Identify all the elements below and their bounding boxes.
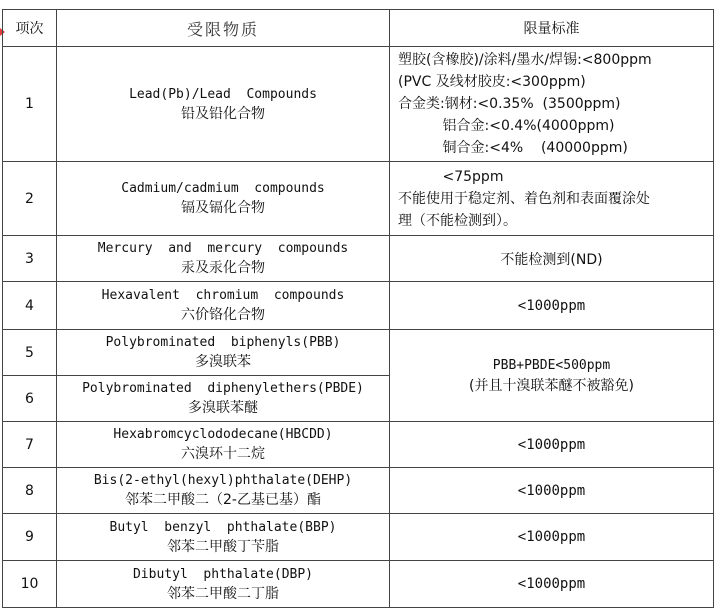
substance-cn: 六溴环十二烷 xyxy=(181,446,265,462)
merged-limit-line: PBB+PBDE<500ppm xyxy=(492,357,611,373)
item-no: 5 xyxy=(3,330,57,376)
item-no: 2 xyxy=(3,162,57,236)
table-row xyxy=(3,162,714,236)
table-row xyxy=(3,282,714,330)
substance-cell xyxy=(57,47,390,162)
substance-en: Lead(Pb)/Lead Compounds xyxy=(129,86,317,102)
limit-line: 铝合金:<0.4%(4000ppm) xyxy=(398,118,615,134)
table-header-row xyxy=(3,10,714,47)
substance-cn: 镉及镉化合物 xyxy=(181,200,265,216)
table-row xyxy=(3,47,714,162)
substance-cn: 邻苯二甲酸丁苄脂 xyxy=(167,538,279,555)
item-no: 9 xyxy=(3,514,57,561)
substance-cell xyxy=(57,376,390,422)
item-no: 1 xyxy=(3,47,57,162)
substance-en: Mercury and mercury compounds xyxy=(97,241,349,256)
header-substance: 受限物质 xyxy=(57,10,390,47)
substance-cell xyxy=(57,282,390,330)
substance-cell xyxy=(57,468,390,514)
item-no: 7 xyxy=(3,422,57,468)
limit-line: 合金类:钢材:<0.35% (3500ppm) xyxy=(398,96,621,112)
substance-cell xyxy=(57,162,390,236)
table-row xyxy=(3,422,714,468)
limit-line: 塑胶(含橡胶)/涂料/墨水/焊锡:<800ppm xyxy=(398,52,652,68)
limit-line: (PVC 及线材胶皮:<300ppm) xyxy=(398,74,586,90)
limit-line: 不能使用于稳定剂、着色剂和表面覆涂处 xyxy=(398,190,650,207)
limit-cell: <1000ppm xyxy=(390,561,714,608)
table-row xyxy=(3,561,714,608)
substance-cn: 铅及铅化合物 xyxy=(181,105,265,122)
item-no: 4 xyxy=(3,282,57,330)
substance-cn: 六价铬化合物 xyxy=(181,307,265,323)
substance-cn: 多溴联苯 xyxy=(195,354,251,370)
table-row xyxy=(3,236,714,282)
header-limit: 限量标准 xyxy=(390,10,714,47)
substance-cn: 邻苯二甲酸二（2-乙基已基）酯 xyxy=(125,492,321,508)
limit-cell: <1000ppm xyxy=(390,422,714,468)
substance-cell xyxy=(57,561,390,608)
substance-en: Hexavalent chromium compounds xyxy=(101,288,345,303)
table-row xyxy=(3,330,714,376)
substance-cn: 邻苯二甲酸二丁脂 xyxy=(167,585,279,602)
limit-cell: <1000ppm xyxy=(390,514,714,561)
limit-line: <75ppm xyxy=(398,168,504,185)
substance-en: Polybrominated biphenyls(PBB) xyxy=(105,335,341,350)
limit-cell-merged xyxy=(390,330,714,422)
substance-cn: 多溴联苯醚 xyxy=(188,400,258,416)
table-row xyxy=(3,514,714,561)
substance-en: Bis(2-ethyl(hexyl)phthalate(DEHP) xyxy=(93,473,353,488)
substance-cn: 汞及汞化合物 xyxy=(181,260,265,276)
limit-line: 理（不能检测到）。 xyxy=(398,212,517,229)
substance-en: Cadmium/cadmium compounds xyxy=(121,181,325,196)
limit-cell: <1000ppm xyxy=(390,282,714,330)
limit-cell xyxy=(390,162,714,236)
item-no: 8 xyxy=(3,468,57,514)
item-no: 10 xyxy=(3,561,57,608)
substance-en: Hexabromcyclododecane(HBCDD) xyxy=(113,427,333,442)
restricted-substances-table xyxy=(2,9,714,608)
substance-cell xyxy=(57,330,390,376)
substance-cell xyxy=(57,422,390,468)
limit-cell: 不能检测到(ND) xyxy=(390,236,714,282)
substance-en: Polybrominated diphenylethers(PBDE) xyxy=(82,381,364,396)
limit-cell xyxy=(390,47,714,162)
substance-en: Butyl benzyl phthalate(BBP) xyxy=(109,519,337,535)
merged-limit-note: (并且十溴联苯醚不被豁免) xyxy=(469,377,634,394)
substance-en: Dibutyl phthalate(DBP) xyxy=(132,566,313,582)
item-no: 3 xyxy=(3,236,57,282)
substance-cell xyxy=(57,236,390,282)
limit-cell: <1000ppm xyxy=(390,468,714,514)
header-item-no: 项次 xyxy=(3,10,57,47)
item-no: 6 xyxy=(3,376,57,422)
table-row xyxy=(3,468,714,514)
limit-line: 铜合金:<4% (40000ppm) xyxy=(398,140,628,156)
substance-cell xyxy=(57,514,390,561)
